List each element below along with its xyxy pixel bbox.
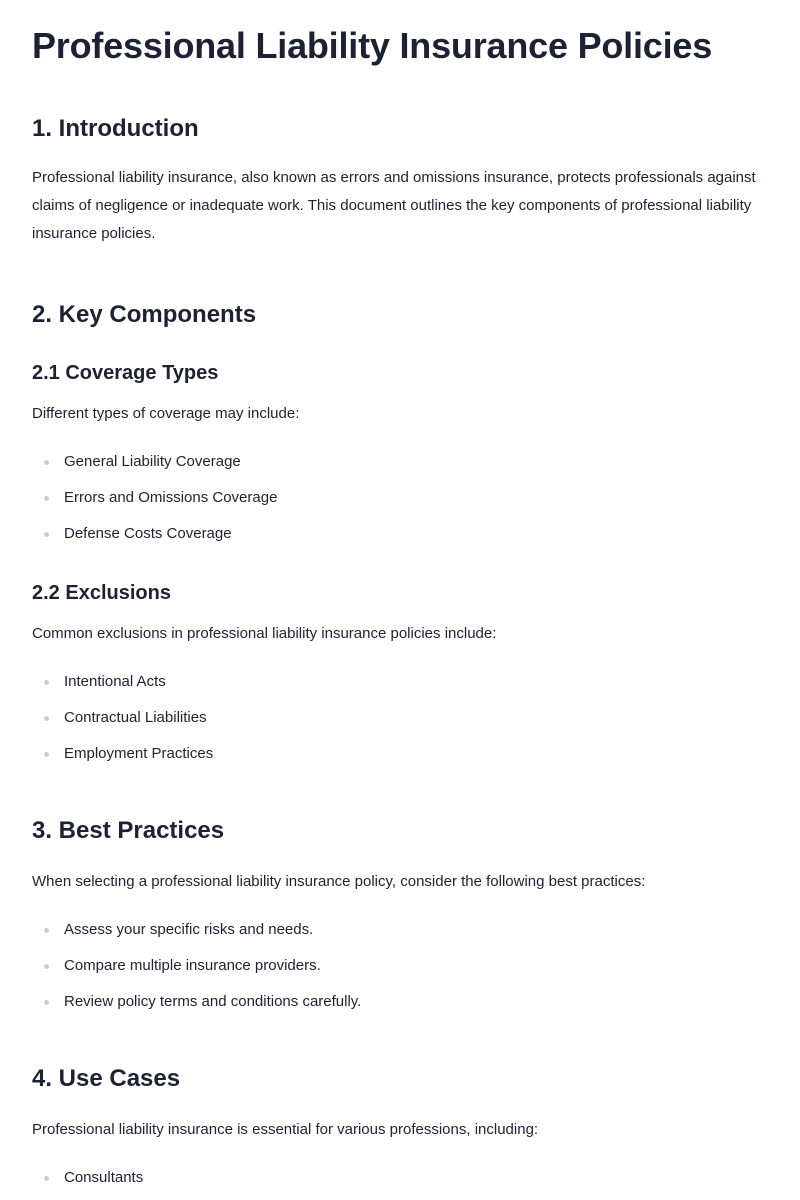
list-item bbox=[32, 992, 768, 1012]
list-item bbox=[32, 744, 768, 764]
bullet-icon bbox=[44, 680, 49, 685]
list-item-text: Errors and Omissions Coverage bbox=[64, 489, 278, 506]
coverage-types-list bbox=[32, 452, 768, 544]
list-item-text: Contractual Liabilities bbox=[64, 709, 207, 726]
section-heading-key-components: 2. Key Components bbox=[32, 301, 257, 328]
list-item bbox=[32, 920, 768, 940]
bullet-icon bbox=[44, 752, 49, 757]
subsection-heading-exclusions: 2.2 Exclusions bbox=[32, 582, 171, 604]
bullet-icon bbox=[44, 928, 49, 933]
list-item-text: Review policy terms and conditions carefully. bbox=[64, 993, 362, 1010]
use-cases-list bbox=[32, 1168, 768, 1188]
introduction-paragraph: Professional liability insurance, also known as errors and omissions insurance, protects professionals against claims of negligence or inadequate work. This document outlines the key components of professional liability insurance policies. bbox=[32, 169, 756, 242]
list-item-text: Employment Practices bbox=[64, 745, 214, 762]
use-cases-intro: Professional liability insurance is essential for various professions, including: bbox=[32, 1121, 539, 1138]
list-item-text: Assess your specific risks and needs. bbox=[64, 921, 314, 938]
list-item-text: General Liability Coverage bbox=[64, 453, 241, 470]
exclusions-list bbox=[32, 672, 768, 764]
section-heading-introduction: 1. Introduction bbox=[32, 115, 199, 142]
bullet-icon bbox=[44, 532, 49, 537]
subsection-heading-coverage-types: 2.1 Coverage Types bbox=[32, 362, 219, 384]
best-practices-list bbox=[32, 920, 768, 1012]
bullet-icon bbox=[44, 1176, 49, 1181]
bullet-icon bbox=[44, 964, 49, 969]
page-title: Professional Liability Insurance Policies bbox=[32, 25, 713, 66]
best-practices-intro: When selecting a professional liability insurance policy, consider the following best practices: bbox=[32, 873, 646, 890]
list-item bbox=[32, 488, 768, 508]
list-item-text: Consultants bbox=[64, 1169, 144, 1186]
section-heading-use-cases: 4. Use Cases bbox=[32, 1065, 181, 1092]
list-item bbox=[32, 524, 768, 544]
list-item-text: Intentional Acts bbox=[64, 673, 166, 690]
bullet-icon bbox=[44, 496, 49, 501]
list-item bbox=[32, 672, 768, 692]
list-item-text: Compare multiple insurance providers. bbox=[64, 957, 321, 974]
bullet-icon bbox=[44, 460, 49, 465]
coverage-types-intro: Different types of coverage may include: bbox=[32, 405, 300, 422]
list-item bbox=[32, 708, 768, 728]
section-heading-best-practices: 3. Best Practices bbox=[32, 817, 225, 844]
list-item-text: Defense Costs Coverage bbox=[64, 525, 232, 542]
exclusions-intro: Common exclusions in professional liability insurance policies include: bbox=[32, 625, 497, 642]
list-item bbox=[32, 956, 768, 976]
bullet-icon bbox=[44, 1000, 49, 1005]
list-item bbox=[32, 1168, 768, 1188]
bullet-icon bbox=[44, 716, 49, 721]
list-item bbox=[32, 452, 768, 472]
